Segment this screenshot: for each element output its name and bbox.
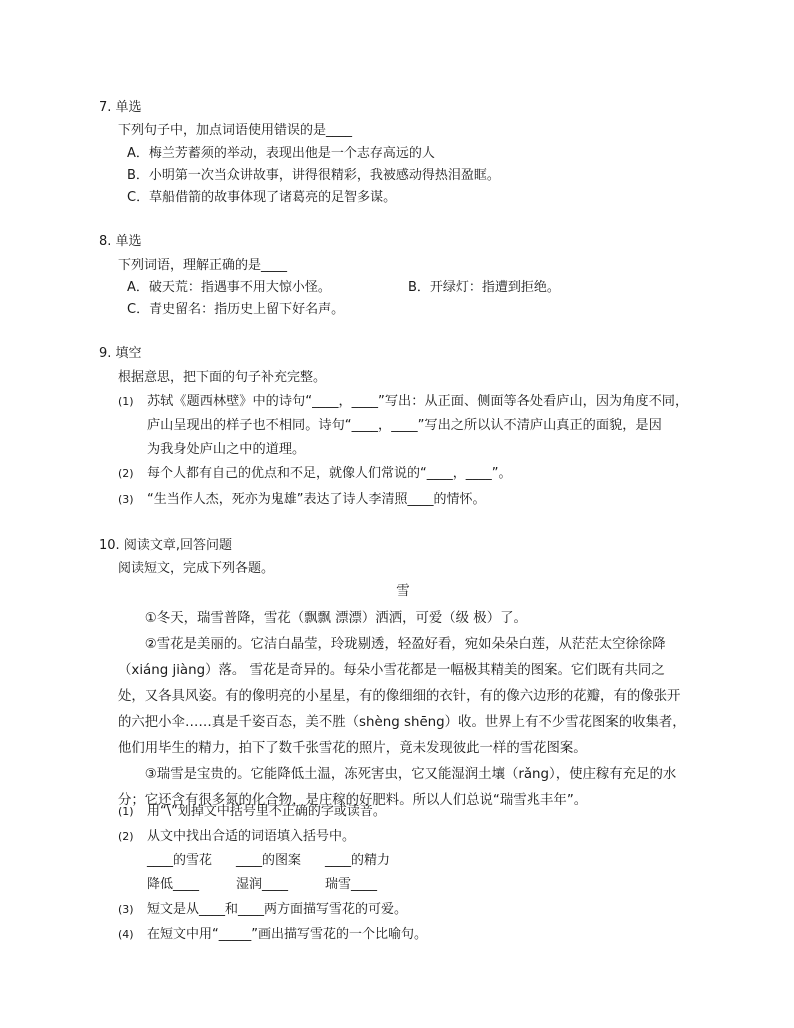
q8-option-c: C．青史留名：指历史上留下好名声。 — [127, 302, 345, 317]
q9-sub-1-line-3: 为我身处庐山之中的道理。 — [147, 442, 306, 457]
q7-stem: 下列句子中，加点词语使用错误的是____ — [118, 123, 353, 138]
fill-row-1-item-3: ____的精力 — [325, 853, 391, 868]
q10-number: 10. — [99, 538, 120, 553]
q7-option-a: A．梅兰芳蓄须的举动，表现出他是一个志存高远的人 — [127, 146, 435, 161]
q8-stem: 下列词语，理解正确的是____ — [118, 258, 288, 273]
q9-type: 填空 — [115, 346, 142, 361]
q10-sub-3-number: (3) — [118, 903, 134, 916]
q10-header — [99, 536, 232, 556]
fill-row-1-item-1: ____的雪花 — [147, 853, 213, 868]
q9-sub-1-line-1: 苏轼《题西林壁》中的诗句“____，____”写出：从正面、侧面等各处看庐山，因为角度不同， — [147, 394, 689, 409]
q8-option-a: A．破天荒：指遇事不用大惊小怪。 — [127, 280, 331, 295]
q7-number: 7. — [99, 100, 112, 115]
q8-option-b: B．开绿灯：指遭到拒绝。 — [408, 280, 560, 295]
q8-header — [99, 232, 142, 252]
q10-sub-1-number: (1) — [118, 805, 134, 818]
q9-header — [99, 344, 142, 364]
q9-sub-2-number: (2) — [118, 467, 134, 480]
q7-header — [99, 98, 142, 118]
q10-sub-2-number: (2) — [118, 830, 134, 843]
q10-sub-4-text: 在短文中用“_____”画出描写雪花的一个比喻句。 — [147, 927, 427, 942]
q10-sub-4-number: (4) — [118, 928, 134, 941]
q9-sub-2-line-1: 每个人都有自己的优点和不足，就像人们常说的“____，____”。 — [147, 466, 512, 481]
passage — [118, 580, 688, 814]
q9-sub-1-number: (1) — [118, 395, 134, 408]
q7-type: 单选 — [115, 100, 142, 115]
q7-option-c: C．草船借箭的故事体现了诸葛亮的足智多谋。 — [127, 190, 397, 205]
q9-number: 9. — [99, 346, 112, 361]
q9-sub-3-line-1: “生当作人杰，死亦为鬼雄”表达了诗人李清照____的情怀。 — [147, 492, 486, 507]
passage-paragraph-3: ③瑞雪是宝贵的。它能降低土温，冻死害虫，它又能湿润土壤（rǎng），使庄稼有充足的水分；它还含有很多氮的化合物，是庄稼的好肥料。所以人们总说“瑞雪兆丰年”。 — [118, 767, 677, 808]
fill-row-2-item-3: 瑞雪____ — [325, 877, 378, 892]
fill-row-1-item-2: ____的图案 — [236, 853, 302, 868]
q9-sub-3-number: (3) — [118, 493, 134, 506]
passage-paragraph-1: ①冬天，瑞雪普降，雪花（飘飘 漂漂）洒洒，可爱（级 极）了。 — [144, 611, 527, 626]
fill-row-2-item-1: 降低____ — [147, 877, 200, 892]
q10-sub-1-text: 用“\”划掉文中括号里不正确的字或读音。 — [147, 804, 386, 819]
q7-option-b: B．小明第一次当众讲故事，讲得很精彩，我被感动得热泪盈眶。 — [127, 168, 500, 183]
q8-number: 8. — [99, 234, 112, 249]
q9-stem: 根据意思，把下面的句子补充完整。 — [118, 370, 327, 385]
q10-sub-2-text: 从文中找出合适的词语填入括号中。 — [147, 829, 356, 844]
fill-row-2-item-2: 湿润____ — [236, 877, 289, 892]
passage-title: 雪 — [396, 584, 410, 599]
q10-type: 阅读文章,回答问题 — [123, 538, 232, 553]
passage-paragraph-2: ②雪花是美丽的。它洁白晶莹，玲珑剔透，轻盈好看，宛如朵朵白莲，从茫茫太空徐徐降（xiáng jiàng）落。 雪花是奇异的。每朵小雪花都是一幅极其精美的图案。它们既有共同之处，又各具风姿。有的像明亮的小星星，有的像细细的衣针，有的像六边形的花瓣，有的像张开的六把小伞……真是千姿百态，美不胜（shèng shēng）收。世界上有不少雪花图案的收集者，他们用毕生的精力，拍下了数千张雪花的照片，竟未发现彼此一样的雪花图案。 — [118, 637, 686, 756]
q9-sub-1-line-2: 庐山呈现出的样子也不相同。诗句“____，____”写出之所以认不清庐山真正的面貌，是因 — [147, 418, 662, 433]
q10-stem: 阅读短文，完成下列各题。 — [118, 561, 275, 576]
q8-type: 单选 — [115, 234, 142, 249]
q10-sub-3-text: 短文是从____和____两方面描写雪花的可爱。 — [147, 902, 408, 917]
